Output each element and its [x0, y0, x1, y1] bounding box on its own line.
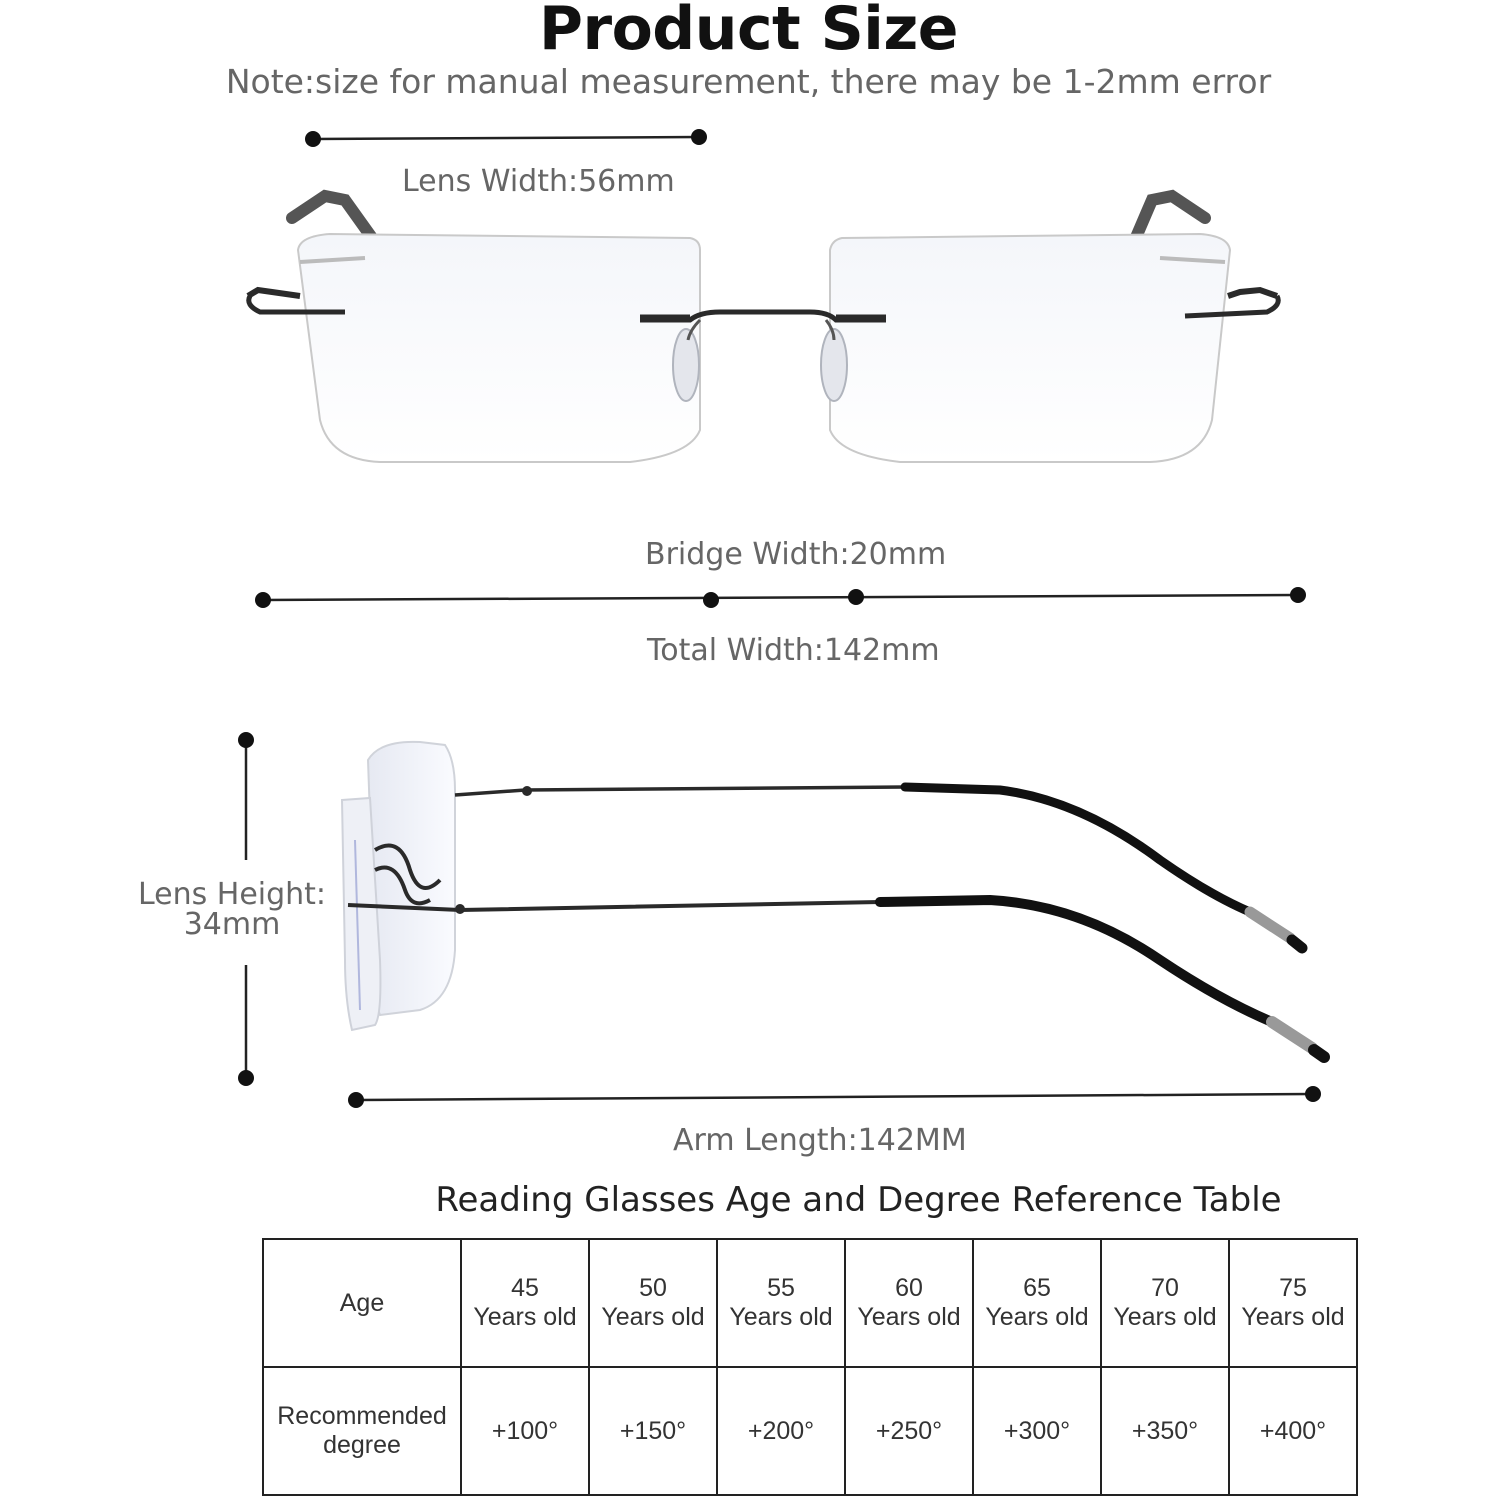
lens-height-label-line2: 34mm — [183, 907, 281, 942]
age-value: 65 — [1023, 1274, 1051, 1302]
age-unit: Years old — [985, 1303, 1089, 1331]
age-row — [263, 1239, 1357, 1367]
age-value: 70 — [1151, 1274, 1179, 1302]
age-cell — [973, 1239, 1101, 1367]
degree-header-line1: Recommended — [277, 1402, 447, 1430]
age-unit: Years old — [729, 1303, 833, 1331]
front-view-glasses — [248, 196, 1278, 462]
degree-cell: +250° — [845, 1367, 973, 1495]
age-unit: Years old — [1113, 1303, 1217, 1331]
age-header-cell — [263, 1239, 461, 1367]
total-width-label: Total Width:142mm — [647, 633, 940, 668]
arm-length-dimension-line — [348, 1086, 1321, 1108]
age-unit: Years old — [601, 1303, 705, 1331]
lens-height-label-line1: Lens Height: — [137, 877, 327, 912]
degree-cell: +200° — [717, 1367, 845, 1495]
age-unit: Years old — [857, 1303, 961, 1331]
reference-table-title: Reading Glasses Age and Degree Reference Table — [435, 1180, 1282, 1220]
degree-header-line2: degree — [323, 1431, 401, 1459]
measurement-note: Note:size for manual measurement, there may be 1-2mm error — [225, 62, 1272, 101]
lens-width-dimension-line — [305, 129, 707, 147]
degree-cell: +300° — [973, 1367, 1101, 1495]
age-unit: Years old — [473, 1303, 577, 1331]
degree-header-cell — [263, 1367, 461, 1495]
degree-cell: +150° — [589, 1367, 717, 1495]
age-unit: Years old — [1241, 1303, 1345, 1331]
age-value: 50 — [639, 1274, 667, 1302]
age-cell — [461, 1239, 589, 1367]
age-cell — [845, 1239, 973, 1367]
total-width-dimension-line — [255, 587, 1306, 608]
age-cell — [1229, 1239, 1357, 1367]
age-cell — [717, 1239, 845, 1367]
age-header-text: Age — [339, 1288, 385, 1317]
age-value: 60 — [895, 1274, 923, 1302]
degree-cell: +100° — [461, 1367, 589, 1495]
degree-cell: +400° — [1229, 1367, 1357, 1495]
lens-height-label — [132, 877, 332, 942]
lens-width-label: Lens Width:56mm — [402, 164, 675, 199]
side-view-glasses — [342, 742, 1324, 1057]
age-degree-table — [262, 1238, 1358, 1496]
bridge-width-label: Bridge Width:20mm — [645, 537, 947, 572]
age-value: 55 — [767, 1274, 795, 1302]
age-value: 75 — [1279, 1274, 1307, 1302]
page-title: Product Size — [539, 0, 958, 64]
arm-length-label: Arm Length:142MM — [673, 1123, 967, 1158]
age-value: 45 — [511, 1274, 539, 1302]
age-cell — [1101, 1239, 1229, 1367]
degree-cell: +350° — [1101, 1367, 1229, 1495]
age-cell — [589, 1239, 717, 1367]
degree-row — [263, 1367, 1357, 1495]
